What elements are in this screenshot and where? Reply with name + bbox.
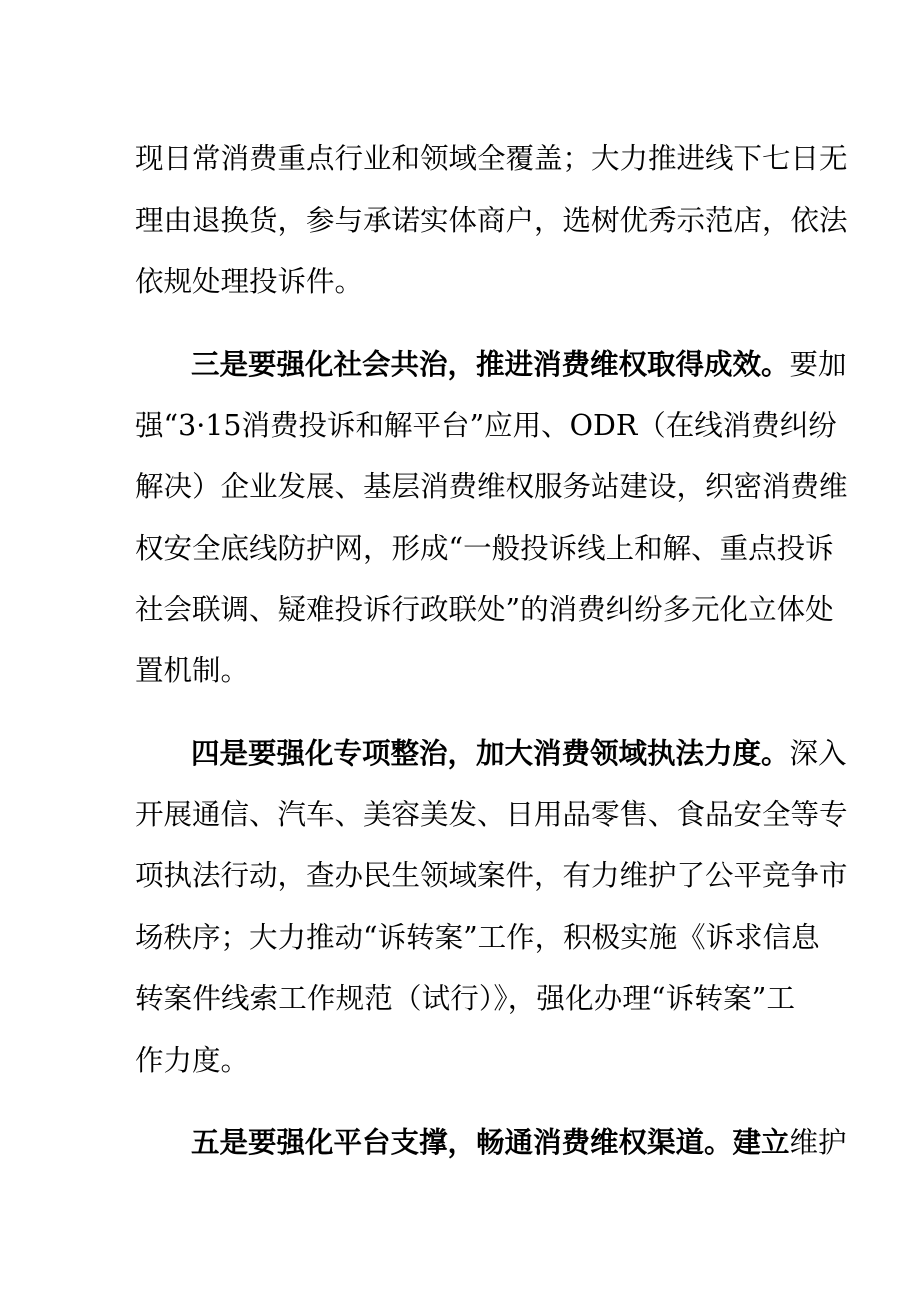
line-text: 现日常消费重点行业和领域全覆盖；大力推进线下七日无	[135, 142, 848, 175]
line-text: 转案件线索工作规范（试行）》，强化办理“诉转案”工	[135, 982, 795, 1015]
paragraph-fourth-line-4	[135, 908, 820, 968]
line-text: 解决）企业发展、基层消费维权服务站建设，织密消费维	[135, 470, 848, 503]
line-text: 要加	[789, 348, 847, 381]
paragraph-fourth-line-3	[135, 846, 848, 906]
line-text: 深入	[789, 737, 847, 770]
paragraph-third-line-4	[135, 519, 834, 579]
line-text: 依规处理投诉件。	[135, 265, 364, 298]
paragraph-third-line-6	[135, 641, 795, 701]
paragraph-fourth-line-1	[191, 723, 847, 783]
line-text: 作力度。	[135, 1044, 250, 1077]
line-text: 强“3·15消费投诉和解平台”应用、ODR（在线消费纠纷	[135, 409, 837, 442]
line-text: 权安全底线防护网，形成“一般投诉线上和解、重点投诉	[135, 532, 834, 565]
paragraph-continued-line-2	[135, 191, 848, 251]
paragraph-fifth-line-1	[191, 1112, 847, 1172]
line-text: 场秩序；大力推动“诉转案”工作，积极实施《诉求信息	[135, 921, 820, 954]
line-text: 理由退换货，参与承诺实体商户，选树优秀示范店，依法	[135, 204, 848, 237]
line-text: 社会联调、疑难投诉行政联处”的消费纠纷多元化立体处	[135, 593, 834, 626]
paragraph-third-line-2	[135, 396, 837, 456]
paragraph-fourth-line-5	[135, 969, 795, 1029]
paragraph-third-line-5	[135, 580, 834, 640]
paragraph-continued-line-3	[135, 252, 795, 312]
paragraph-fourth-heading: 四是要强化专项整治，加大消费领域执法力度。	[191, 736, 790, 770]
line-text: 开展通信、汽车、美容美发、日用品零售、食品安全等专	[135, 798, 848, 831]
line-text: 项执法行动，查办民生领域案件，有力维护了公平竞争市	[135, 859, 848, 892]
paragraph-continued-line-1	[135, 129, 848, 189]
line-text: 维护	[789, 1126, 847, 1159]
paragraph-fifth-heading: 五是要强化平台支撑，畅通消费维权渠道。建立	[191, 1125, 790, 1159]
paragraph-third-line-1	[191, 334, 847, 394]
paragraph-third-line-3	[135, 457, 848, 517]
line-text: 置机制。	[135, 654, 250, 687]
paragraph-fourth-line-2	[135, 785, 848, 845]
paragraph-fourth-line-6	[135, 1031, 795, 1091]
paragraph-third-heading: 三是要强化社会共治，推进消费维权取得成效。	[191, 347, 790, 381]
